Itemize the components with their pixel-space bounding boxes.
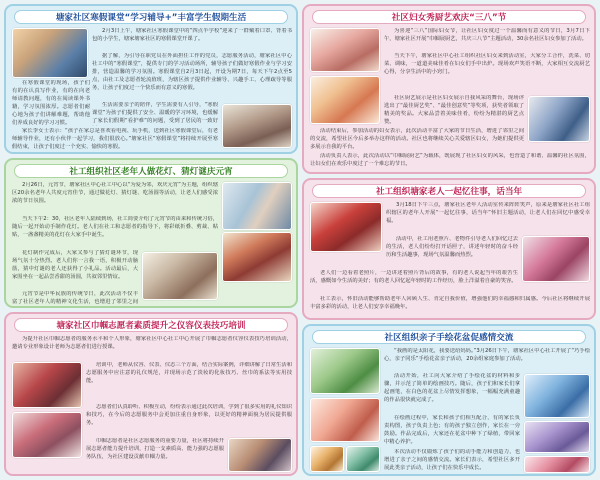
- lantern-photo: [142, 252, 218, 300]
- training-photo: [228, 438, 292, 472]
- article-paragraph: 在绘画过程中，家长和孩子们相互配合，有的家长负责构图，孩子负责上色；有的孩子独立创作，家长在一旁鼓励。作品完成后，大家还在花盆中种下了绿植，带回家中精心养护。: [384, 415, 520, 445]
- painting-photo: [524, 374, 590, 418]
- article-paragraph: “我画的是太阳花，我要送给妈妈。”3月26日下午，塘家社区中心社工开展了“巧手绘心，亲子同乐”手绘花盆亲子活动，20余组家庭参加了活动。: [384, 348, 590, 362]
- painting-photo: [310, 348, 380, 394]
- article-paragraph: 活动开始，社工向大家介绍了手绘花盆的材料和步骤，并示范了简单的绘画技巧。随后，孩子们和家长们拿起画笔，在白色的花盆上尽情发挥想象，一幅幅充满童趣的作品很快就完成了。: [384, 373, 520, 403]
- article-title: 社工组织社区老年人做花灯、猜灯谜庆元宵: [14, 164, 288, 178]
- article-paragraph: 生活需要亲子的陪伴，学生需要有人引导，“寒假课堂”为孩子们提供了安全、温暖的学习环境，也缓解了家长们假期“看护难”的问题，受到了居民的一致好: [92, 102, 218, 124]
- article-title: 塘家社区寒假课堂“学习辅导+”丰富学生假期生活: [14, 10, 288, 24]
- article-paragraph: 活动中，社工用老照片、老物件引导老人们回忆过去的生活，老人们纷纷打开话匣子，讲述年轻时的奋斗经历和生活趣事，现场气氛温馨而热烈。: [386, 236, 518, 258]
- article-paragraph: 家长李女士表示：“孩子在家总是喜欢看电视、玩手机，送到社区寒假课堂后，有老师辅导作业，还有小伙伴一起学习，我们很放心。”塘家社区“寒假课堂”将持续开展至寒假结束，让孩子们度过一个充实、愉快的寒假。: [12, 128, 218, 150]
- article-title: 社区妇女秀厨艺欢庆“三八”节: [312, 10, 586, 24]
- memories-photo: [522, 236, 590, 282]
- article-paragraph: 据了解，为引导在职党员在外面担任工作的党员，志愿服务活动，塘家社区中心社工中的“寒假课堂”，提供专门的学习活动场所，辅导孩子们做好寒假作业与学习安排，营造温馨的学习氛围。寒假课堂自2月3日起，开设为期7日，每天下午2点至5点，由社工及志愿者轮流值班，为辖区孩子提供作业辅导、兴趣手工、心理疏导等服务，让孩子们度过一个快乐而有意义的寒假。: [92, 53, 292, 91]
- article-paragraph: 2月3日上午，塘家社区寒假课堂中的“四点半学校”迎来了一群戴着口罩、背着书包的小学生，塘家塘家社区的寒假课堂开课了。: [92, 28, 292, 42]
- article-elderly-memories: [302, 178, 596, 320]
- left-column: [4, 4, 298, 476]
- article-paragraph: 活动负责人表示，此次活动以“巾帼展厨艺”为载体，既展现了社区妇女的风采，也营造了和谐、温馨的社区氛围，让妇女们在欢乐中度过了一个难忘的节日。: [310, 153, 590, 167]
- article-paragraph: 志愿者们认真聆听、积极互动，纷纷表示通过此次培训，学到了很多实用的礼仪知识和技巧，在今后的志愿服务中会更加注重自身形象，以更好的精神面貌为居民提供服务。: [86, 404, 292, 426]
- cooking-photo: [528, 96, 590, 142]
- painting-photo: [310, 398, 380, 442]
- right-column: [302, 4, 596, 476]
- training-photo: [12, 362, 82, 408]
- article-paragraph: 花灯制作完成后，大家又参与了猜灯谜环节，现场气氛十分热烈。老人们你一言我一语，积极开动脑筋，猜中灯谜的老人还获得了小礼品。活动最后，大家围坐在一起品尝香甜的汤圆，共叙邻里情谊。: [12, 250, 138, 280]
- article-paragraph: 3月18日下午三点，塘家社区老年人活动室传来阵阵笑声，原来是塘家社区社工组织辖区的老年人开展“一起忆往事，话当年”怀旧主题活动，让老人们在回忆中感受幸福。: [386, 202, 590, 224]
- article-paragraph: 本次活动不仅锻炼了孩子们的动手能力和创造力，也增进了亲子之间的感情交流。家长们表示，希望社区多开展此类亲子活动，让孩子们在快乐中成长。: [384, 449, 520, 471]
- memories-photo: [310, 202, 382, 252]
- cooking-photo: [310, 28, 380, 72]
- painting-photo: [524, 421, 590, 453]
- class-photo: [222, 104, 292, 148]
- article-paragraph: 为提升社区巾帼志愿者的服务水平和个人形象，塘家社区中心社工中心开展了巾帼志愿者仪容仪表技巧培训活动，邀请专业形象设计老师为志愿者们进行授课。: [12, 336, 292, 350]
- cooking-photo: [310, 76, 380, 124]
- article-paragraph: 老人们一边看着老照片，一边讲述着照片背后的故事，有的老人说起当年的艰苦生活，感慨如今生活的美好；有的老人回忆起年轻时的工作经历，脸上洋溢着自豪的笑容。: [310, 270, 518, 284]
- article-winter-class: [4, 4, 298, 154]
- article-title: 社区组织亲子手绘花盆促感情交流: [312, 330, 586, 344]
- article-paragraph: 活动结束后，参加活动的妇女表示，此次活动丰富了大家的节日生活，增进了邻里之间的交流，希望社区今后多举办这样的活动。社区也将继续关心关爱辖区妇女，为她们提供更多展示自我的平台。: [310, 128, 524, 150]
- article-paragraph: 2月26日，元宵节，塘家社区中心社工中心以“为爱为邻，欢庆元宵”为主题，组织辖区20余名老年人共度元宵佳节，通过做花灯、猜灯谜、吃汤圆等活动，让老人们感受浓浓的节日氛围。: [12, 182, 218, 204]
- article-paragraph: 社区厨艺展示是社区妇女展示自我风采的舞台，现场评选出了“最佳厨艺奖”、“最佳创意奖”等奖项，获奖者领取了精美的奖品。大家品尝着美味佳肴，纷纷为精湛的厨艺点赞。: [384, 95, 524, 125]
- article-flowerpot-painting: [302, 324, 596, 476]
- training-photo: [12, 412, 82, 458]
- painting-photo: [524, 456, 590, 473]
- lantern-photo: [222, 232, 292, 282]
- article-paragraph: 培训中，老师从仪容、仪表、仪态三个方面，结合实际案例，详细讲解了日常生活和志愿服务中应注意的礼仪规范，并现场示范了淡妆的化妆技巧、丝巾的系法等实用技能。: [86, 362, 292, 384]
- article-lantern-festival: [4, 158, 298, 308]
- article-paragraph: 元宵节是中华民族的传统节日，此次活动不仅丰富了社区老年人的精神文化生活，也增进了邻里之间: [12, 291, 138, 305]
- article-title: 社工组织塘家老人一起忆往事，话当年: [312, 184, 586, 198]
- article-title: 塘家社区巾帼志愿者素质提升之仪容仪表技巧培训: [14, 318, 288, 332]
- article-paragraph: 当天下午，塘家社区中心社工组织社区妇女来到活动室，大家分工合作，洗菜、切菜、调味，一道道美味佳肴在妇女们手中出炉。现场欢声笑语不断，大家相互交流厨艺心得，分享生活中的小窍门。: [384, 53, 590, 75]
- painting-photo: [310, 446, 344, 472]
- article-paragraph: 当天下午2：30，社区老年人陆续到场，社工简要介绍了元宵节的由来和传统习俗，随后一起开始动手制作花灯。老人们在社工和志愿者的指导下，将彩纸折叠、剪裁、粘贴，一盏盏精美的花灯在大家手中诞生。: [12, 216, 218, 238]
- painting-photo: [346, 446, 380, 472]
- article-paragraph: 为喜迎“三八”国际妇女节，让社区妇女度过一个温馨而有意义的节日，3月7日下午，塘家社区开展“巾帼展厨艺，共庆三八节”主题活动，30余名社区妇女参加了活动。: [384, 28, 590, 42]
- article-paragraph: 巾帼志愿者是社区志愿服务的重要力量，社区将持续开展志愿者能力提升培训，打造一支素质高、能力强的志愿服务队伍，为社区建设贡献巾帼力量。: [86, 438, 224, 460]
- lantern-photo: [222, 182, 292, 230]
- article-womens-day-cooking: [302, 4, 596, 174]
- article-etiquette-training: [4, 312, 298, 476]
- class-photo: [12, 28, 88, 78]
- article-paragraph: 社工表示，怀旧活动能够帮助老年人回顾人生、肯定自我价值，增强他们的幸福感和归属感。今后社区将继续开展丰富多彩的活动，让老人们安享幸福晚年。: [310, 296, 590, 310]
- article-paragraph: 在寒假课堂的现场，孩子们有的在认真写作业，有的在向老师请教问题，有的在阅读课外书籍，学习氛围浓厚。志愿者们耐心地为孩子们讲解难题，帮助他们养成良好的学习习惯。: [12, 80, 90, 126]
